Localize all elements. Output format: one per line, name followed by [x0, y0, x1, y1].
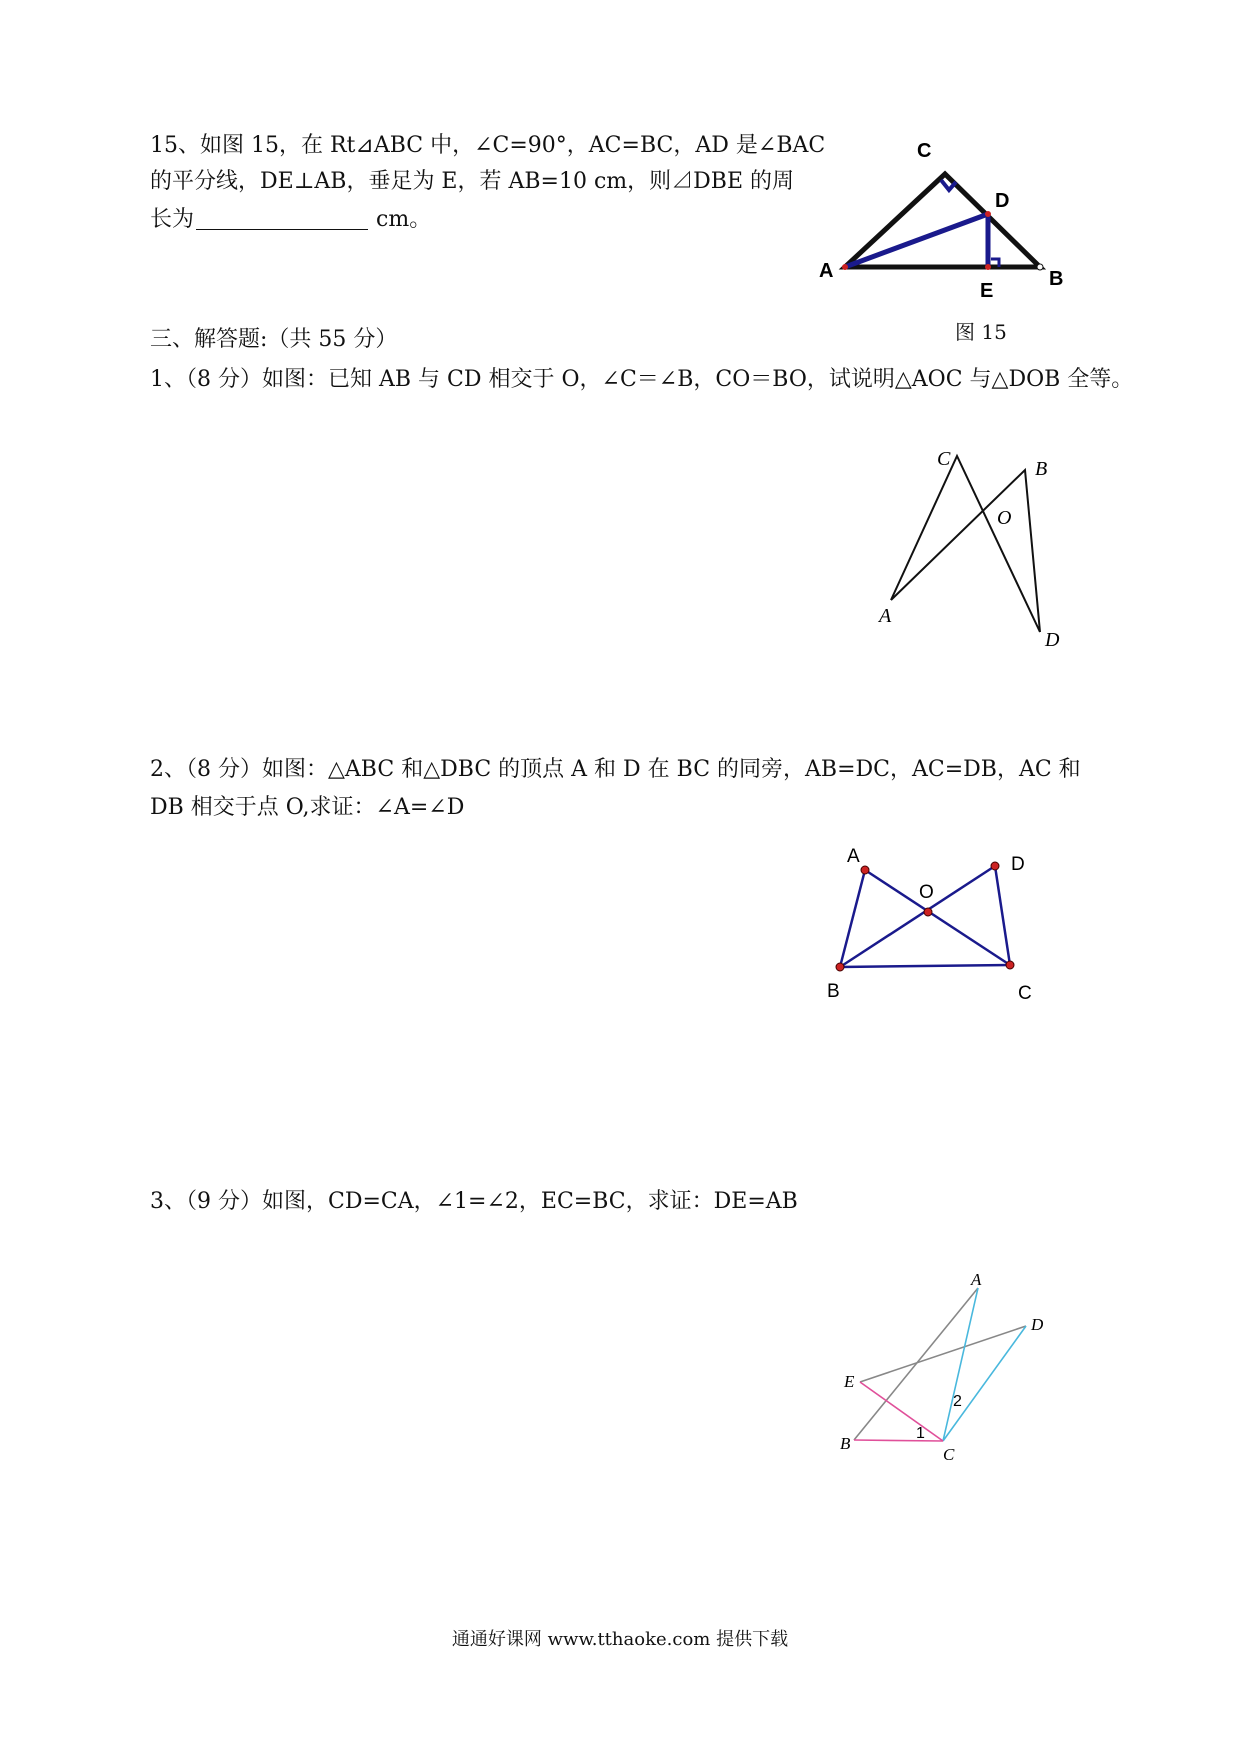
point-b [1037, 264, 1043, 270]
label-c: C [917, 140, 932, 162]
point-a [842, 264, 848, 270]
label-a: A [847, 846, 860, 867]
problem-1-text: 1、（8 分）如图：已知 AB 与 CD 相交于 O，∠C＝∠B，CO＝BO，试说明△AOC 与△DOB 全等。 [150, 367, 1134, 392]
label-o: O [919, 882, 934, 903]
segment-ac [865, 870, 1010, 965]
label-d: D [1011, 854, 1025, 875]
label-c: C [937, 448, 951, 470]
segment-dc [995, 866, 1010, 965]
label-d: D [1031, 1315, 1044, 1334]
label-angle-2: 2 [953, 1393, 962, 1410]
label-c: C [943, 1445, 955, 1460]
label-o: O [997, 507, 1012, 529]
figure-problem-2 [815, 840, 1065, 1010]
label-a: A [971, 1270, 982, 1289]
triangle-abc [845, 174, 1040, 267]
q15-line-3-suffix: cm。 [376, 207, 432, 232]
segment-ec [860, 1382, 943, 1441]
section-3-heading: 三、解答题:（共 55 分） [150, 327, 398, 352]
figure-15-caption: 图 15 [955, 320, 1007, 344]
problem-2-line-2: DB 相交于点 O,求证：∠A=∠D [150, 795, 465, 820]
q15-line-2: 的平分线，DE⊥AB，垂足为 E，若 AB=10 cm，则⊿DBE 的周 [150, 169, 795, 194]
label-d: D [1045, 629, 1060, 650]
answer-blank[interactable] [196, 205, 368, 230]
footer-download-note: 通通好课网 www.tthaoke.com 提供下载 [451, 1629, 789, 1650]
figure-problem-1 [865, 440, 1085, 650]
label-b: B [1035, 458, 1048, 480]
q15-line-3-prefix: 长为 [150, 207, 195, 232]
path-a-c-d [891, 456, 1040, 632]
point-o [924, 908, 932, 916]
segment-ad [845, 214, 988, 267]
point-c [1006, 961, 1014, 969]
label-b: B [1049, 268, 1064, 290]
segment-bc [854, 1440, 943, 1441]
point-d [985, 211, 991, 217]
label-a: A [819, 260, 834, 282]
label-e: E [980, 280, 994, 302]
label-angle-1: 1 [916, 1425, 925, 1442]
problem-3-text: 3、（9 分）如图，CD=CA，∠1=∠2，EC=BC，求证：DE=AB [150, 1189, 798, 1214]
label-b: B [827, 981, 840, 1002]
label-c: C [1018, 983, 1032, 1004]
figure-15 [815, 132, 1085, 302]
figure-problem-3 [820, 1270, 1060, 1460]
problem-2-line-1: 2、（8 分）如图：△ABC 和△DBC 的顶点 A 和 D 在 BC 的同旁，AB=DC，AC=DB，AC 和 [150, 757, 1081, 782]
point-d [991, 862, 999, 870]
point-e [985, 264, 991, 270]
q15-line-3 [150, 202, 431, 238]
label-a: A [879, 605, 892, 627]
segment-ed [860, 1326, 1026, 1382]
point-b [836, 963, 844, 971]
point-a [861, 866, 869, 874]
label-b: B [840, 1434, 851, 1453]
q15-line-1: 15、如图 15，在 Rt⊿ABC 中，∠C=90°，AC=BC，AD 是∠BAC [150, 133, 826, 158]
label-d: D [995, 190, 1010, 212]
segment-bc [840, 965, 1010, 967]
label-e: E [844, 1372, 855, 1391]
